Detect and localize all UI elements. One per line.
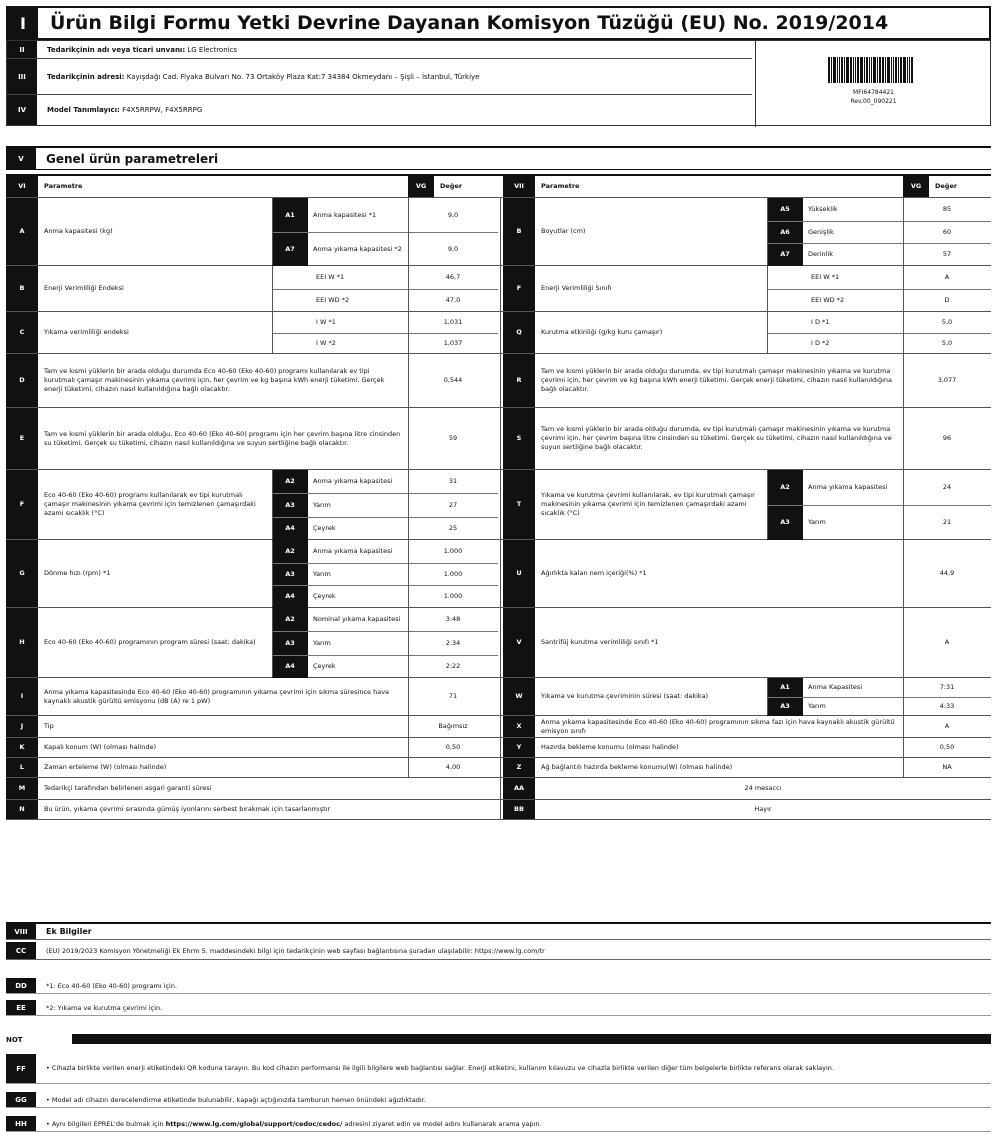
note-label: NOT [6, 1036, 23, 1044]
parameter-value: 2:22 [445, 662, 461, 671]
title-bar [6, 6, 991, 40]
row-letter: F [6, 470, 38, 539]
vg-code: A2 [272, 608, 308, 631]
parameter-value: 27 [448, 500, 458, 509]
vg-code: A4 [272, 517, 308, 540]
parameter-value: 47,0 [445, 296, 461, 305]
sub-parameter: EEI WD *2 [811, 296, 845, 305]
sub-parameter: Nominal yıkama kapasitesi [313, 615, 401, 624]
parameter-label: Tam ve kısmi yüklerin bir arada olduğu durumda, ev tipi kurutmalı çamaşır makinesinin yıkama ve kurutma çevrimi için, her çevrim ve kg başına kWh enerji tüketimi. Gerçek enerji tüketimi, cihazın nasıl kullanıldığına bağlı olacaktır. [541, 367, 892, 393]
parameter-value: 4,00 [445, 763, 461, 772]
row-letter: A [6, 198, 38, 265]
row-letter: X [503, 716, 535, 737]
sub-parameter: Yarım [313, 638, 331, 647]
note-1: FF • Cihazla birlikte verilen enerji etiketindeki QR koduna tarayın. Bu kod cihazın performansı ile ilgili bilgilere web bağlantısı sağlar. Enerji etiketini, kullanım kılavuzu ve cihazla birlikte verilen diğer tüm belgelerle birlikte referans olarak saklayın. [6, 1054, 991, 1084]
parameter-value: 24 mesaccı [744, 784, 782, 793]
table-row [6, 198, 991, 266]
sub-parameter: Yarım [808, 518, 826, 527]
parameter-value: 57 [942, 250, 952, 259]
barcode-area [755, 41, 991, 127]
parameter-value: 21 [942, 518, 952, 527]
vg-code: A2 [272, 540, 308, 563]
table-row [6, 312, 991, 354]
table-row [6, 354, 991, 408]
header-roman-left: VI [6, 176, 38, 197]
row-letter: S [503, 408, 535, 469]
parameter-label: Yıkama ve kurutma çevrimi kullanılarak, ev tipi kurutmalı çamaşır makinesinin yıkama çevrimi için temizlenen çamaşırdaki azami sıcaklık (°C) [541, 491, 755, 517]
header-value-right: Değer [935, 182, 958, 191]
row-letter: B [503, 198, 535, 265]
parameter-value: 1.000 [443, 569, 463, 578]
sub-parameter: EEI W *1 [316, 273, 345, 282]
vg-code: A3 [272, 563, 308, 586]
vg-code: A1 [272, 198, 308, 232]
parameter-value: 60 [942, 227, 952, 236]
row-letter: M [6, 778, 38, 799]
parameter-value: 0,50 [445, 743, 461, 752]
row-letter: U [503, 540, 535, 607]
parameter-label: Ağırlıkta kalan nem içeriği(%) *1 [541, 569, 647, 578]
notes-section [6, 1032, 991, 1136]
vg-code: A3 [767, 697, 803, 716]
row-letter: V [503, 608, 535, 677]
parameter-label: Anma yıkama kapasitesinde Eco 40-60 (Eko 40-60) programının yıkama çevrimi için sıkma süresince hava kaynaklı akustik gürültü emisyonu (dB (A) re 1 pW) [44, 687, 390, 705]
parameter-value: 1.000 [443, 547, 463, 556]
extra-info-row: CC (EU) 2019/2023 Komisyon Yönetmeliği Ek Ehrm 5. maddesindeki bilgi için tedarikçinin web sayfası bağlantısına şuradan ulaşılabilir: https://www.lg.com/tr [6, 942, 991, 960]
parameter-value: 1.000 [443, 592, 463, 601]
parameter-label: Zaman erteleme (W) (olması halinde) [44, 763, 167, 772]
row-letter: R [503, 354, 535, 407]
parameter-label: Tam ve kısmi yüklerin bir arada olduğu durumda Eco 40-60 (Eko 40-60) programı kullanılarak ev tipi kurutmalı çamaşır makinesinin yıkama çevrimi için, her çevrim ve kg başına kWh enerji tüketimi. Gerçek enerji tüketimi, cihazın nasıl kullanıldığına bağlı olacaktır. [44, 367, 385, 393]
parameter-value: 7:31 [939, 683, 955, 692]
parameter-label: Dönme hızı (rpm) *1 [44, 569, 111, 578]
sub-parameter: Çeyrek [313, 592, 336, 601]
row-letter: T [503, 470, 535, 539]
sub-parameter: I W *1 [316, 318, 336, 327]
parameter-label: Anma yıkama kapasitesinde Eco 40-60 (Eko 40-60) programının sıkma fazı için hava kaynaklı akustik gürültü emisyon sınıfı [541, 717, 895, 735]
row-letter: C [6, 312, 38, 353]
parameter-label: Ağ bağlantılı hazırda bekleme konumu(W) (olması halinde) [541, 763, 733, 772]
parameter-label: Yıkama ve kurutma çevriminin süresi (saat: dakika) [541, 692, 709, 701]
row-letter: E [6, 408, 38, 469]
sub-parameter: Anma yıkama kapasitesi *2 [313, 244, 402, 253]
parameter-value: 85 [942, 205, 952, 214]
parameters-table [6, 174, 991, 914]
sub-parameter: Anma yıkama kapasitesi [313, 547, 393, 556]
sub-parameter: EEI WD *2 [316, 296, 350, 305]
sub-parameter: Yarım [808, 702, 826, 711]
row-letter: H [6, 608, 38, 677]
row-letter: N [6, 800, 38, 819]
note-2: GG • Model adı cihazın derecelendirme etiketinde bulunabilir, kapağı açtığınızda tamburun hemen önündeki ağızlıktadır. [6, 1092, 991, 1108]
parameter-value: Hayır [754, 805, 772, 814]
parameter-value: 1,031 [443, 318, 463, 327]
row-letter: B [6, 266, 38, 311]
table-row [6, 266, 991, 312]
parameter-value: 31 [448, 477, 458, 486]
parameter-label: Hazırda bekleme konumu (olması halinde) [541, 743, 679, 752]
parameter-value: A [944, 273, 950, 282]
parameter-label: Tedarikçi tarafından belirlenen asgari garanti süresi [44, 784, 212, 793]
table-row [6, 738, 991, 758]
footnote-1: DD *1: Eco 40-60 (Eko 40-60) programı için. [6, 978, 991, 994]
table-row [6, 678, 991, 716]
extra-info [6, 922, 991, 962]
parameter-value: NA [942, 763, 952, 772]
page-title: Ürün Bilgi Formu Yetki Devrine Dayanan Komisyon Tüzüğü (EU) No. 2019/2014 [50, 12, 889, 34]
sub-parameter: Anma kapasitesi *1 [313, 210, 377, 219]
parameter-value: 9,0 [447, 210, 459, 219]
header-vg-left: VG [408, 176, 434, 197]
row-letter: W [503, 678, 535, 715]
table-row [6, 716, 991, 738]
vg-code: A2 [767, 470, 803, 505]
parameter-label: Yıkama verimliliği endeksi [44, 328, 129, 337]
parameter-value: 2:34 [445, 638, 461, 647]
row-letter: G [6, 540, 38, 607]
parameter-value: 59 [448, 434, 458, 443]
row-letter: J [6, 716, 38, 737]
parameter-value: 9,0 [447, 244, 459, 253]
parameter-value: 46,7 [445, 273, 461, 282]
note-bar [72, 1034, 991, 1044]
sub-parameter: Çeyrek [313, 524, 336, 533]
sub-parameter: Derinlik [808, 250, 833, 259]
vg-code: A3 [272, 493, 308, 516]
table-row [6, 758, 991, 778]
parameter-value: 5,0 [941, 339, 953, 348]
parameter-label: Enerji Verimliliği Sınıfı [541, 284, 612, 293]
vg-code: A7 [767, 243, 803, 266]
vg-code: A4 [272, 585, 308, 608]
sub-parameter: Yarım [313, 569, 331, 578]
header-roman-right: VII [503, 176, 535, 197]
parameter-label: Eco 40-60 (Eko 40-60) programı kullanılarak ev tipi kurutmalı çamaşır makinesinin yıkama çevrimi için temizlenen çamaşırdaki azami sıcaklık (°C) [44, 491, 256, 517]
sub-parameter: I D *2 [811, 339, 830, 348]
parameter-value: A [944, 638, 950, 647]
parameter-label: Boyutlar (cm) [541, 227, 586, 236]
sub-parameter: Çeyrek [313, 662, 336, 671]
vg-code: A4 [272, 655, 308, 678]
parameter-label: Tam ve kısmi yüklerin bir arada olduğu durumda, ev tipi kurutmalı çamaşır makinesinin yıkama ve kurutma çevrimi için, her çevrim başına litre cinsinden su tüketimi. Gerçek su tüketimi, cihazın nasıl kullanıldığına ve suyun sertliğine bağlı olacaktır. [541, 425, 892, 451]
parameter-value: 5,0 [941, 318, 953, 327]
general-parameters-header: V Genel ürün parametreleri [6, 146, 991, 170]
parameter-value: 24 [942, 483, 952, 492]
sub-parameter: Anma yıkama kapasitesi [313, 477, 393, 486]
parameter-value: 25 [448, 524, 458, 533]
section-number: I [8, 8, 38, 38]
barcode-icon [828, 57, 920, 83]
barcode-revision: Rev.00_090221 [850, 98, 897, 105]
vg-code: A3 [767, 505, 803, 540]
parameter-value: 44,9 [939, 569, 955, 578]
extra-info-header: VIII Ek Bilgiler [6, 922, 991, 940]
parameter-value: 0,50 [939, 743, 955, 752]
sub-parameter: Anma Kapasitesi [808, 683, 863, 692]
supplier-info [6, 40, 991, 126]
sub-parameter: Yükseklik [808, 205, 838, 214]
vg-code: A1 [767, 678, 803, 697]
table-row [6, 470, 991, 540]
header-param-right: Parametre [541, 182, 580, 191]
supplier-address-row: III Tedarikçinin adresi: Kayışdağı Cad. Fiyaka Bulvarı No. 73 Ortaköy Plaza Kat:7 34384 Okmeydanı – Şişli – İstanbul, Türkiye [7, 59, 752, 95]
vg-code: A6 [767, 221, 803, 244]
parameter-label: Santrifüj kurutma verimliliği sınıfı *1 [541, 638, 659, 647]
row-letter: Q [503, 312, 535, 353]
sub-parameter: I W *2 [316, 339, 336, 348]
row-letter: AA [503, 778, 535, 799]
supplier-name-row: II Tedarikçinin adı veya ticari unvanı: LG Electronics [7, 41, 752, 59]
table-row [6, 778, 991, 800]
footnotes [6, 978, 991, 1018]
note-3: HH • Aynı bilgileri EPREL'de bulmak için https://www.lg.com/global/support/cedoc/cedoc/ adresini ziyaret edin ve model adını kullanarak arama yapın. [6, 1116, 991, 1132]
parameter-value: 96 [942, 434, 952, 443]
parameter-label: Kapalı konum (W) (olması halinde) [44, 743, 157, 752]
parameter-label: Bu ürün, yıkama çevrimi sırasında gümüş iyonlarını serbest bırakmak için tasarlanmıştır [44, 805, 331, 814]
eprel-link[interactable]: https://www.lg.com/global/support/cedoc/cedoc/ [165, 1119, 343, 1128]
parameter-value: 71 [448, 692, 458, 701]
parameter-value: Bağımsız [438, 722, 468, 731]
parameter-value: A [944, 722, 950, 731]
table-row [6, 540, 991, 608]
header-vg-right: VG [903, 176, 929, 197]
row-letter: L [6, 758, 38, 777]
parameter-label: Enerji Verimliliği Endeksi [44, 284, 124, 293]
parameter-value: 4:33 [939, 702, 955, 711]
parameter-label: Anma kapasitesi (kg) [44, 227, 113, 236]
row-letter: D [6, 354, 38, 407]
table-row [6, 608, 991, 678]
row-letter: F [503, 266, 535, 311]
vg-code: A3 [272, 631, 308, 654]
header-value-left: Değer [440, 182, 463, 191]
vg-code: A7 [272, 232, 308, 266]
table-header [6, 174, 991, 198]
parameter-value: D [944, 296, 950, 305]
parameter-label: Tip [44, 722, 54, 731]
sub-parameter: I D *1 [811, 318, 830, 327]
header-param-left: Parametre [44, 182, 83, 191]
row-letter: Z [503, 758, 535, 777]
row-letter: I [6, 678, 38, 715]
barcode-number: MFI64784421 [853, 89, 894, 96]
parameter-label: Eco 40-60 (Eko 40-60) programının program süresi (saat: dakika) [44, 638, 256, 647]
parameter-label: Tam ve kısmi yüklerin bir arada olduğu, Eco 40-60 (Eko 40-60) programı için her çevrim başına litre cinsinden su tüketimi. Gerçek su tüketimi, cihazın nasıl kullanıldığına ve suyun sertliğine bağlı olacaktır. [44, 429, 401, 447]
parameter-value: 3:48 [445, 615, 461, 624]
row-letter: BB [503, 800, 535, 819]
row-letter: K [6, 738, 38, 757]
sub-parameter: Yarım [313, 500, 331, 509]
vg-code: A2 [272, 470, 308, 493]
sub-parameter: EEI W *1 [811, 273, 840, 282]
parameter-value: 0,544 [443, 376, 463, 385]
row-letter: Y [503, 738, 535, 757]
parameter-label: Kurutma etkinliği (g/kg kuru çamaşır) [541, 328, 663, 337]
vg-code: A5 [767, 198, 803, 221]
parameter-value: 3,077 [937, 376, 957, 385]
sub-parameter: Genişlik [808, 227, 834, 236]
model-identifier-row: IV Model Tanımlayıcı: F4X5RRPW, F4X5RRPG [7, 95, 752, 125]
sub-parameter: Anma yıkama kapasitesi [808, 483, 888, 492]
table-row [6, 408, 991, 470]
parameter-value: 1,037 [443, 339, 463, 348]
table-row [6, 800, 991, 820]
footnote-2: EE *2: Yıkama ve kurutma çevrimi için. [6, 1000, 991, 1016]
